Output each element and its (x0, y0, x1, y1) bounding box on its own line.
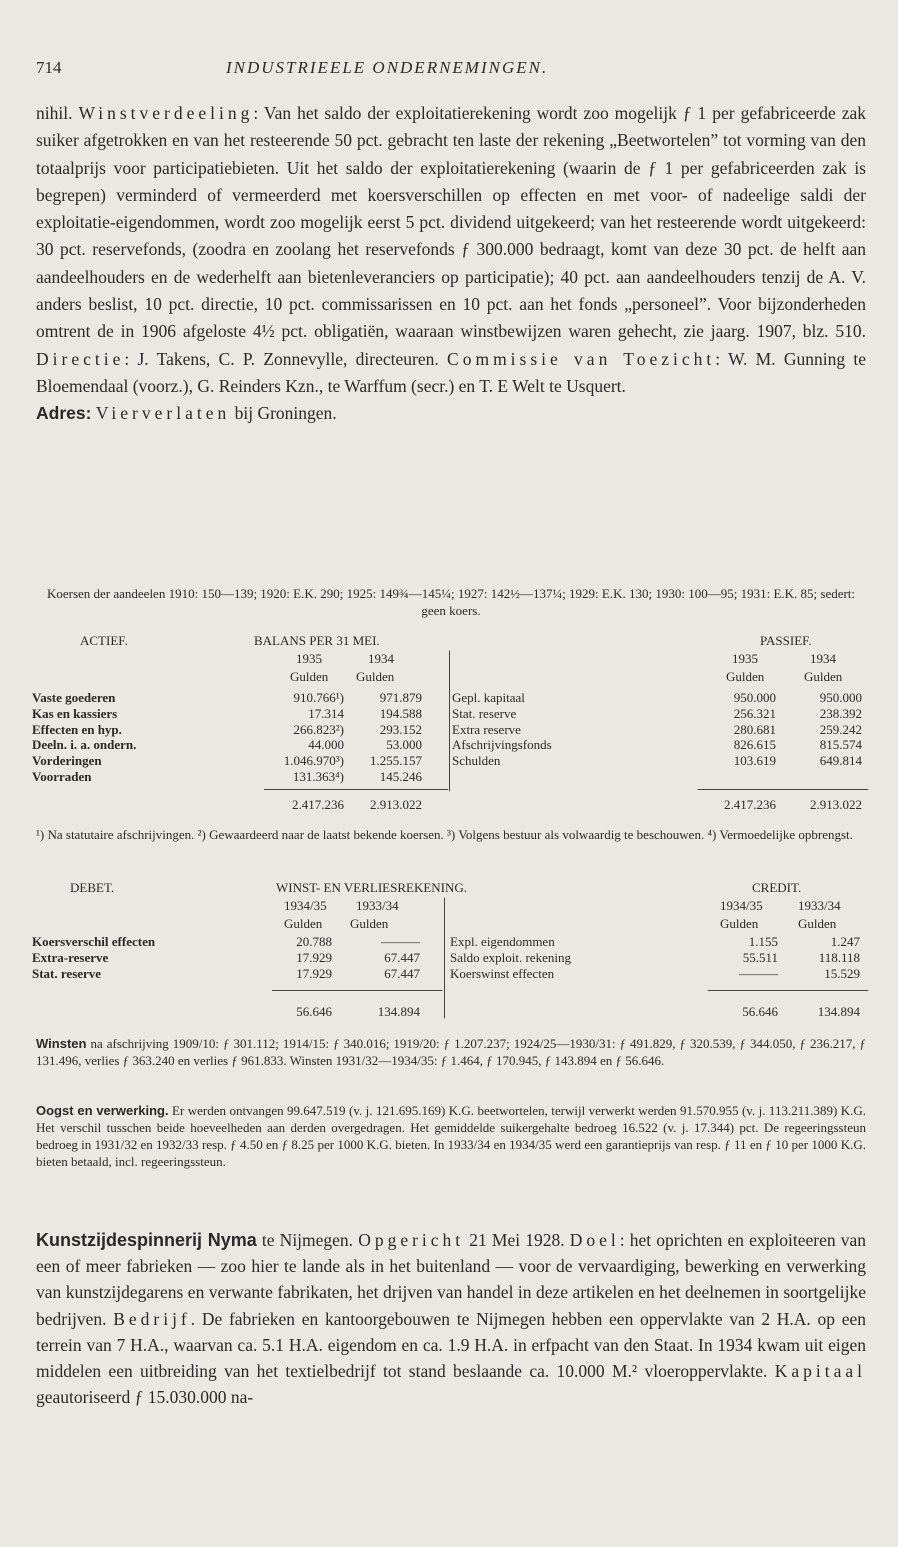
total-rule (698, 789, 868, 790)
row-label: Expl. eigendommen (450, 934, 555, 949)
total-rule (708, 990, 868, 991)
row-label: Schulden (452, 753, 501, 769)
total-rule (272, 990, 442, 991)
year-header: 1935 (296, 651, 322, 666)
row-value-previous: 67.447 (384, 966, 420, 981)
nyma-paragraph (36, 1227, 866, 1410)
address-line (36, 400, 866, 427)
credit-heading: CREDIT. (752, 880, 802, 895)
label-bedrijf: Bedrijf (113, 1308, 191, 1329)
label-winsten: Winsten (36, 1036, 87, 1051)
row-label: Voorraden (32, 769, 92, 784)
row-label: Koerswinst effecten (450, 966, 555, 981)
row-value-current: 55.511 (742, 950, 778, 965)
balance-sheet (32, 633, 868, 833)
row-label: Kas en kassiers (32, 705, 118, 721)
unit-header: Gulden (720, 916, 759, 931)
row-value-previous: 194.588 (379, 705, 422, 721)
row-value-previous: 145.246 (379, 769, 422, 784)
harvest-paragraph (36, 1102, 866, 1170)
row-value-current: 17.314 (308, 705, 344, 721)
row-value-previous: 950.000 (819, 690, 862, 705)
row-value-previous: 259.242 (819, 721, 862, 737)
column-divider (444, 898, 445, 1018)
row-value-current: 17.929 (296, 966, 332, 981)
row-value-previous: 649.814 (819, 753, 862, 769)
text-run: : W. M. Gunning te Bloemendaal (voorz.), G. Reinders Kzn., te Warffum (secr.) en T. E Welt te Usquert. (36, 348, 866, 396)
row-label: Deeln. i. a. ondern. (32, 737, 137, 753)
label-winstverdeeling: Winstverdeeling (78, 103, 254, 123)
text-run: . De fabrieken en kantoorgebouwen te Nijmegen hebben een oppervlakte van 2 H.A. op een terrein van 7 H.A., waarvan ca. 5.1 H.A. eigendom en ca. 1.9 H.A. in erfpacht van den Staat. In 1934 kwam uit eigen middelen een uitbreiding van het textielbedrijf tot stand beslaande ca. 10.000 M.² vloeroppervlakte. (36, 1308, 867, 1382)
row-value-previous: 815.574 (819, 737, 862, 753)
year-header: 1933/34 (356, 898, 399, 913)
row-value-current: 20.788 (296, 934, 332, 949)
row-value-current: 103.619 (733, 753, 776, 769)
debit-heading: DEBET. (70, 880, 115, 895)
unit-header: Gulden (350, 916, 389, 931)
row-label: Vaste goederen (32, 690, 116, 705)
row-label: Koersverschil effecten (32, 934, 156, 949)
row-label: Saldo exploit. rekening (450, 950, 571, 965)
label-oogst: Oogst en verwerking. (36, 1103, 169, 1118)
unit-header: Gulden (290, 669, 329, 684)
row-label: Gepl. kapitaal (452, 690, 525, 705)
year-header: 1933/34 (798, 898, 841, 913)
year-header: 1935 (732, 651, 758, 666)
row-value-current: ——— (739, 966, 778, 981)
running-header (36, 58, 862, 82)
row-label: Afschrijvingsfonds (452, 737, 552, 753)
label-adres: Adres: (36, 403, 92, 424)
row-value-previous: 53.000 (386, 737, 422, 753)
unit-header: Gulden (804, 669, 843, 684)
credit-heading: PASSIEF. (760, 633, 812, 648)
row-value-previous: 971.879 (379, 690, 422, 705)
label-commissie: Commissie van Toezicht (447, 348, 716, 369)
year-header: 1934/35 (284, 898, 327, 913)
total-value: 2.417.236 (292, 797, 344, 812)
row-value-current: 256.321 (733, 705, 776, 721)
row-value-current: 17.929 (296, 950, 332, 965)
row-label: Extra-reserve (32, 950, 109, 965)
year-header: 1934/35 (720, 898, 763, 913)
row-label: Stat. reserve (32, 966, 102, 981)
total-value: 56.646 (296, 1004, 332, 1019)
unit-header: Gulden (726, 669, 765, 684)
row-value-current: 1.155 (748, 934, 778, 949)
row-value-previous: 238.392 (819, 705, 862, 721)
total-value: 56.646 (742, 1004, 778, 1019)
company-description (36, 100, 866, 428)
text-run: nihil. (36, 103, 73, 123)
unit-header: Gulden (798, 916, 837, 931)
row-label: Extra reserve (452, 721, 521, 737)
unit-header: Gulden (356, 669, 395, 684)
text-run: : Van het saldo der exploitatierekening wordt zoo mogelijk ƒ 1 per gefabriceerde zak suiker afgetrokken en van het resteerende 50 pct. gebracht ten laste der rekening „Beetwortelen” tot vorming van den totaalprijs voor participatiebieten. Uit het saldo der exploitatierekening (waarin de ƒ 1 per gefabriceerden zak is begrepen) verminderd of vermeerderd met koersverschillen op effecten en met voor- of nadeelige saldi der exploitatie-eigendommen, wordt zoo mogelijk eerst 5 pct. dividend uitgekeerd; van het resteerende wordt uitgekeerd: 30 pct. reservefonds, (zoodra en zoolang het reservefonds ƒ 300.000 bedraagt, komt van deze 30 pct. de helft aan aandeelhouders en de wederhelft aan bietenleveranciers op participatie); 40 pct. aan aandeelhouders tenzij de A. V. anders beslist, 10 pct. directie, 10 pct. commissarissen en 10 pct. aan het fonds „personeel”. Voor bijzonderheden omtrent de in 1906 afgeloste 4½ pct. obligatiën, waaraan winstbewijzen waren gehecht, zie jaarg. 1907, blz. 510. (36, 103, 867, 342)
share-prices: Koersen der aandeelen 1910: 150—139; 1920: E.K. 290; 1925: 149¾—145¼; 1927: 142½—137¼; 1929: E.K. 130; 1930: 100—95; 1931: E.K. 85; sedert: geen koers. (46, 586, 856, 618)
label-directie: Directie (36, 348, 125, 369)
row-value-previous: 1.247 (830, 934, 860, 949)
text-run: : het oprichten en exploiteeren van een of meer fabrieken — zoo hier te lande als in het buitenland — voor de vervaardiging, bewerking en verwerking van kunstzijdegarens en verwante fabrikaten, het drijven van handel in deze artikelen en het deelnemen in soortgelijke bedrijven. (36, 1230, 866, 1329)
address-place: Vierverlaten (95, 403, 231, 424)
row-value-previous: ——— (381, 934, 420, 949)
profit-distribution-paragraph (36, 100, 866, 400)
row-value-current: 280.681 (733, 721, 776, 737)
text-run: : J. Takens, C. P. Zonnevylle, directeuren. (124, 348, 439, 369)
label-doel: Doel (569, 1230, 620, 1250)
account-title: WINST- EN VERLIESREKENING. (276, 880, 468, 895)
profit-loss-account (32, 880, 868, 1030)
row-value-current: 950.000 (733, 690, 776, 705)
text-run: 21 Mei 1928. (469, 1230, 565, 1250)
row-value-current: 131.363⁴) (292, 769, 344, 784)
text-run: na afschrijving 1909/10: ƒ 301.112; 1914/15: ƒ 340.016; 1919/20: ƒ 1.207.237; 1924/25—1930/31: ƒ 491.829, ƒ 320.539, ƒ 344.050, ƒ 236.217, ƒ 131.496, verlies ƒ 363.240 en verlies ƒ 961.833. Winsten 1931/32—1934/35: ƒ 1.464, ƒ 170.945, ƒ 143.894 en ƒ 56.646. (36, 1036, 866, 1068)
row-value-current: 44.000 (308, 737, 344, 753)
nyma-entry (36, 1227, 866, 1410)
row-value-previous: 293.152 (379, 721, 422, 737)
label-opgericht: Opgericht (358, 1230, 465, 1250)
row-value-previous: 1.255.157 (370, 753, 422, 769)
year-header: 1934 (810, 651, 836, 666)
text-run: te Nijmegen. (261, 1230, 354, 1250)
total-value: 2.913.022 (810, 797, 862, 812)
row-value-current: 826.615 (733, 737, 776, 753)
debit-heading: ACTIEF. (80, 633, 128, 648)
row-label: Stat. reserve (452, 705, 517, 721)
row-label: Vorderingen (32, 753, 102, 769)
row-value-previous: 118.118 (818, 950, 860, 965)
text-run: bij Groningen. (234, 403, 337, 424)
row-value-current: 1.046.970³) (283, 753, 344, 769)
balance-footnotes: ¹) Na statutaire afschrijvingen. ²) Gewaardeerd naar de laatst bekende koersen. ³) Volgens bestuur als volwaardig te beschouwen. ⁴) Vermoedelijke opbrengst. (36, 827, 853, 842)
unit-header: Gulden (284, 916, 323, 931)
total-value: 134.894 (377, 1004, 420, 1019)
total-value: 2.913.022 (370, 797, 422, 812)
row-value-current: 266.823²) (293, 721, 344, 737)
row-value-previous: 15.529 (824, 966, 860, 981)
total-rule (264, 789, 448, 790)
running-title: INDUSTRIEELE ONDERNEMINGEN. (226, 58, 549, 77)
total-value: 134.894 (817, 1004, 860, 1019)
column-divider (449, 651, 450, 791)
balance-title: BALANS PER 31 MEI. (254, 633, 380, 648)
label-kapitaal: Kapitaal (774, 1361, 866, 1382)
text-run: Er werden ontvangen 99.647.519 (v. j. 121.695.169) K.G. beetwortelen, terwijl verwerkt werden 91.570.955 (v. j. 113.211.389) K.G. Het verschil tusschen beide hoeveelheden aan derden overgedragen. Het gemiddelde suikergehalte bedroeg 16.522 (v. j. 17.344) pct. De regeeringssteun bedroeg in 1931/32 en 1932/33 resp. ƒ 4.50 en ƒ 8.25 per 1000 K.G. bieten. In 1933/34 en 1934/35 werd een garantieprijs van resp. ƒ 11 en ƒ 10 per 1000 K.G. bieten betaald, incl. regeeringssteun. (36, 1103, 867, 1169)
row-label: Effecten en hyp. (32, 721, 122, 737)
row-value-previous: 67.447 (384, 950, 420, 965)
company-name: Kunstzijdespinnerij Nyma (36, 1230, 257, 1250)
total-value: 2.417.236 (724, 797, 776, 812)
year-header: 1934 (368, 651, 394, 666)
page-number: 714 (36, 58, 62, 77)
row-value-current: 910.766¹) (293, 690, 344, 705)
winsten-paragraph (36, 1035, 866, 1069)
text-run: geautoriseerd ƒ 15.030.000 na- (36, 1387, 254, 1408)
